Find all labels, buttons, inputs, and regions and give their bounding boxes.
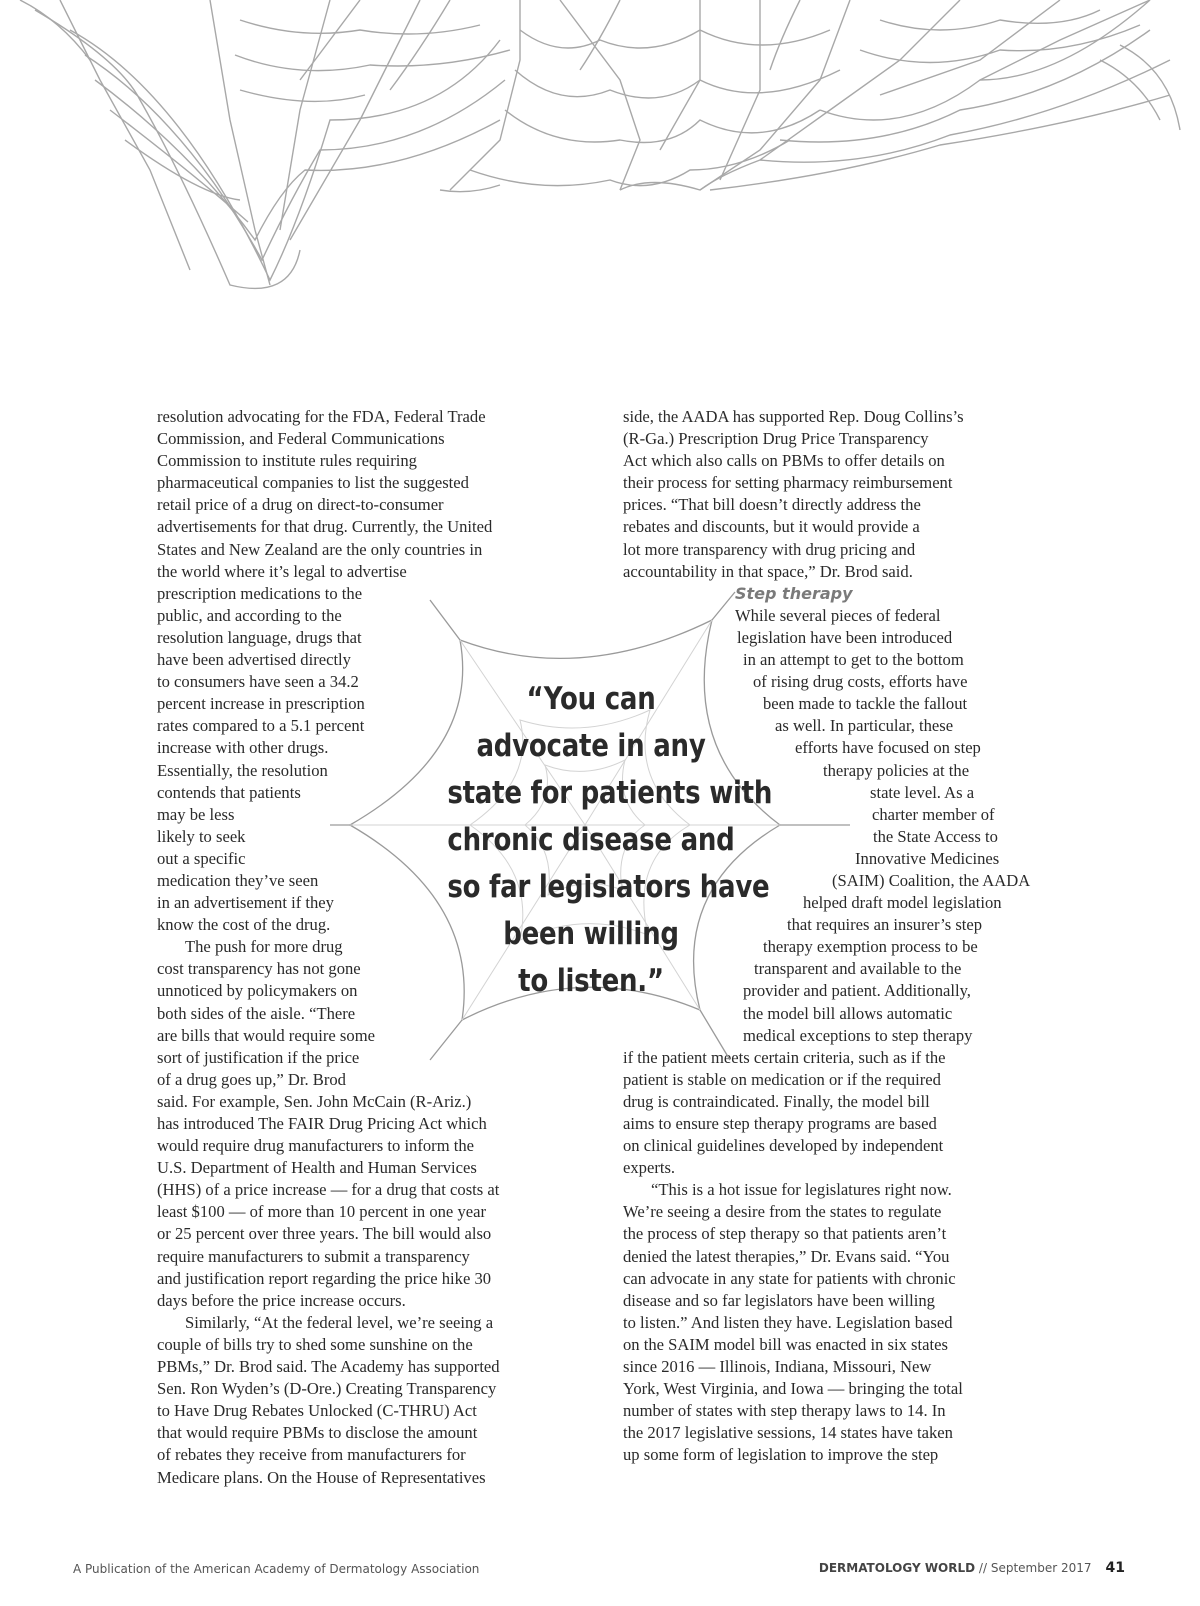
magazine-name: DERMATOLOGY WORLD	[818, 1561, 976, 1575]
body-text-line: that would require PBMs to disclose the amount	[157, 1423, 478, 1443]
body-text-line: increase with other drugs.	[157, 738, 329, 758]
body-text-line: U.S. Department of Health and Human Services	[157, 1158, 477, 1178]
body-text-line: Commission to institute rules requiring	[157, 451, 417, 471]
page-number: 41	[1105, 1560, 1125, 1576]
body-text-line: contends that patients	[157, 782, 301, 802]
body-text-line: Act which also calls on PBMs to offer details on	[623, 451, 945, 471]
body-text-line: While several pieces of federal	[735, 605, 941, 625]
body-text-line: lot more transparency with drug pricing and	[623, 539, 916, 559]
body-text-line: rates compared to a 5.1 percent	[157, 716, 365, 736]
body-text-line: can advocate in any state for patients with chronic	[623, 1268, 956, 1288]
section-heading: Step therapy	[735, 583, 853, 603]
publication-credit: A Publication of the American Academy of Dermatology Association	[73, 1562, 480, 1576]
body-text-line: efforts have focused on step	[795, 738, 981, 758]
body-text-line: (R-Ga.) Prescription Drug Price Transparency	[623, 429, 929, 449]
body-text-line: know the cost of the drug.	[157, 915, 331, 935]
body-text-line: are bills that would require some	[157, 1025, 375, 1045]
body-text-line: transparent and available to the	[754, 959, 962, 979]
body-text-line: cost transparency has not gone	[157, 959, 361, 979]
separator: //	[975, 1561, 991, 1575]
body-text-line: the process of step therapy so that patients aren’t	[623, 1224, 947, 1244]
body-text-line: of rising drug costs, efforts have	[753, 672, 968, 692]
body-text-line: the model bill allows automatic	[743, 1003, 953, 1023]
body-text-line: to Have Drug Rebates Unlocked (C-THRU) Act	[157, 1401, 477, 1421]
body-text-line: both sides of the aisle. “There	[157, 1003, 356, 1023]
pull-quote-line: to listen.”	[518, 963, 664, 999]
body-text-line: on the SAIM model bill was enacted in six states	[623, 1334, 948, 1354]
body-text-line: may be less	[157, 804, 235, 824]
body-text-line: States and New Zealand are the only countries in	[157, 539, 483, 559]
body-text-line: advertisements for that drug. Currently, the United	[157, 517, 493, 537]
body-text-line: have been advertised directly	[157, 650, 351, 670]
body-text-line: “This is a hot issue for legislatures right now.	[651, 1180, 952, 1200]
body-text-line: helped draft model legislation	[803, 893, 1002, 913]
body-text-line: to consumers have seen a 34.2	[157, 672, 359, 692]
body-text-line: resolution advocating for the FDA, Federal Trade	[157, 407, 486, 426]
body-text-line: of rebates they receive from manufacturers for	[157, 1445, 466, 1465]
body-text-line: denied the latest therapies,” Dr. Evans said. “You	[623, 1246, 950, 1266]
body-text-line: public, and according to the	[157, 605, 342, 625]
body-text-line: drug is contraindicated. Finally, the model bill	[623, 1091, 930, 1111]
body-text-line: side, the AADA has supported Rep. Doug Collins’s	[623, 407, 964, 426]
pull-quote-line: so far legislators have	[447, 869, 770, 905]
body-text-line: state level. As a	[870, 782, 975, 802]
body-text-line: (HHS) of a price increase — for a drug that costs at	[157, 1180, 500, 1200]
body-text-line: therapy policies at the	[823, 760, 970, 780]
body-text-line: unnoticed by policymakers on	[157, 981, 358, 1001]
body-text-line: accountability in that space,” Dr. Brod said.	[623, 561, 913, 581]
body-text-line: charter member of	[872, 804, 995, 824]
body-text-line: retail price of a drug on direct-to-consumer	[157, 495, 444, 515]
page-footer	[73, 1560, 1125, 1580]
body-text-line: aims to ensure step therapy programs are based	[623, 1114, 937, 1133]
body-text-line: the State Access to	[873, 826, 998, 846]
body-text-line: likely to seek	[157, 826, 246, 846]
body-text-line: The push for more drug	[185, 937, 343, 957]
body-text-line: on clinical guidelines developed by independent	[623, 1136, 944, 1156]
pull-quote-line: been willing	[503, 916, 679, 952]
body-text-line: of a drug goes up,” Dr. Brod	[157, 1069, 346, 1089]
body-text-line: therapy exemption process to be	[763, 937, 978, 957]
body-text-line: resolution language, drugs that	[157, 627, 362, 647]
body-text-line: up some form of legislation to improve the step	[623, 1445, 939, 1465]
body-text-line: We’re seeing a desire from the states to regulate	[623, 1202, 942, 1222]
body-text-line: the 2017 legislative sessions, 14 states have taken	[623, 1423, 953, 1443]
body-text-line: said. For example, Sen. John McCain (R-Ariz.)	[157, 1091, 472, 1111]
body-text-line: or 25 percent over three years. The bill would also	[157, 1224, 492, 1244]
body-text-line: rebates and discounts, but it would provide a	[623, 517, 920, 537]
body-text-line: been made to tackle the fallout	[763, 694, 968, 714]
body-text-line: pharmaceutical companies to list the suggested	[157, 473, 469, 493]
body-text-line: Innovative Medicines	[855, 848, 1000, 868]
body-text-line: in an advertisement if they	[157, 893, 334, 913]
pull-quote-line: chronic disease and	[447, 822, 735, 858]
body-text-line: Commission, and Federal Communications	[157, 429, 445, 449]
body-text-line: that requires an insurer’s step	[787, 915, 983, 935]
body-text-line: require manufacturers to submit a transparency	[157, 1246, 470, 1266]
issue-info	[819, 1560, 1125, 1576]
body-text-line: PBMs,” Dr. Brod said. The Academy has supported	[157, 1357, 500, 1377]
body-text-line: if the patient meets certain criteria, such as if the	[623, 1047, 946, 1067]
cobweb-illustration	[0, 0, 1200, 300]
body-text-line: patient is stable on medication or if the required	[623, 1069, 941, 1089]
body-text-line: Sen. Ron Wyden’s (D-Ore.) Creating Transparency	[157, 1379, 497, 1399]
body-text-line: York, West Virginia, and Iowa — bringing the total	[623, 1379, 963, 1399]
pull-quote-line: advocate in any	[476, 728, 706, 764]
body-text-line: out a specific	[157, 848, 246, 868]
body-text-line: percent increase in prescription	[157, 694, 365, 714]
body-text-line: legislation have been introduced	[737, 627, 953, 647]
body-text-line: least $100 — of more than 10 percent in one year	[157, 1202, 486, 1222]
body-text-line: Similarly, “At the federal level, we’re seeing a	[185, 1312, 494, 1332]
body-text-line: disease and so far legislators have been willing	[623, 1290, 935, 1310]
body-text-line: couple of bills try to shed some sunshine on the	[157, 1334, 473, 1354]
issue-date: September 2017	[990, 1561, 1092, 1575]
pull-quote-line: state for patients with	[447, 775, 773, 811]
body-text-line: and justification report regarding the price hike 30	[157, 1268, 492, 1288]
body-text-line: sort of justification if the price	[157, 1047, 360, 1067]
body-text-line: the world where it’s legal to advertise	[157, 561, 407, 581]
body-text-line: would require drug manufacturers to inform the	[157, 1136, 475, 1156]
body-text-line: their process for setting pharmacy reimbursement	[623, 473, 953, 493]
body-text-line: days before the price increase occurs.	[157, 1290, 406, 1310]
body-text-line: prescription medications to the	[157, 583, 363, 603]
body-text-line: Essentially, the resolution	[157, 760, 328, 780]
body-text-line: Medicare plans. On the House of Representatives	[157, 1467, 486, 1487]
body-text-line: medical exceptions to step therapy	[743, 1025, 973, 1045]
pull-quote-line: “You can	[526, 681, 656, 717]
body-text-line: to listen.” And listen they have. Legislation based	[623, 1312, 953, 1332]
body-text-line: in an attempt to get to the bottom	[743, 650, 964, 670]
body-text-line: has introduced The FAIR Drug Pricing Act which	[157, 1114, 487, 1133]
body-text-line: prices. “That bill doesn’t directly address the	[623, 495, 921, 515]
body-text-line: (SAIM) Coalition, the AADA	[832, 870, 1031, 890]
body-text-line: experts.	[623, 1158, 676, 1178]
body-text-line: number of states with step therapy laws to 14. In	[623, 1401, 946, 1421]
body-text-line: provider and patient. Additionally,	[743, 981, 971, 1001]
body-text-line: as well. In particular, these	[775, 716, 954, 736]
body-text-line: since 2016 — Illinois, Indiana, Missouri, New	[623, 1357, 932, 1377]
body-text-line: medication they’ve seen	[157, 870, 319, 890]
pull-quote	[447, 676, 773, 1005]
